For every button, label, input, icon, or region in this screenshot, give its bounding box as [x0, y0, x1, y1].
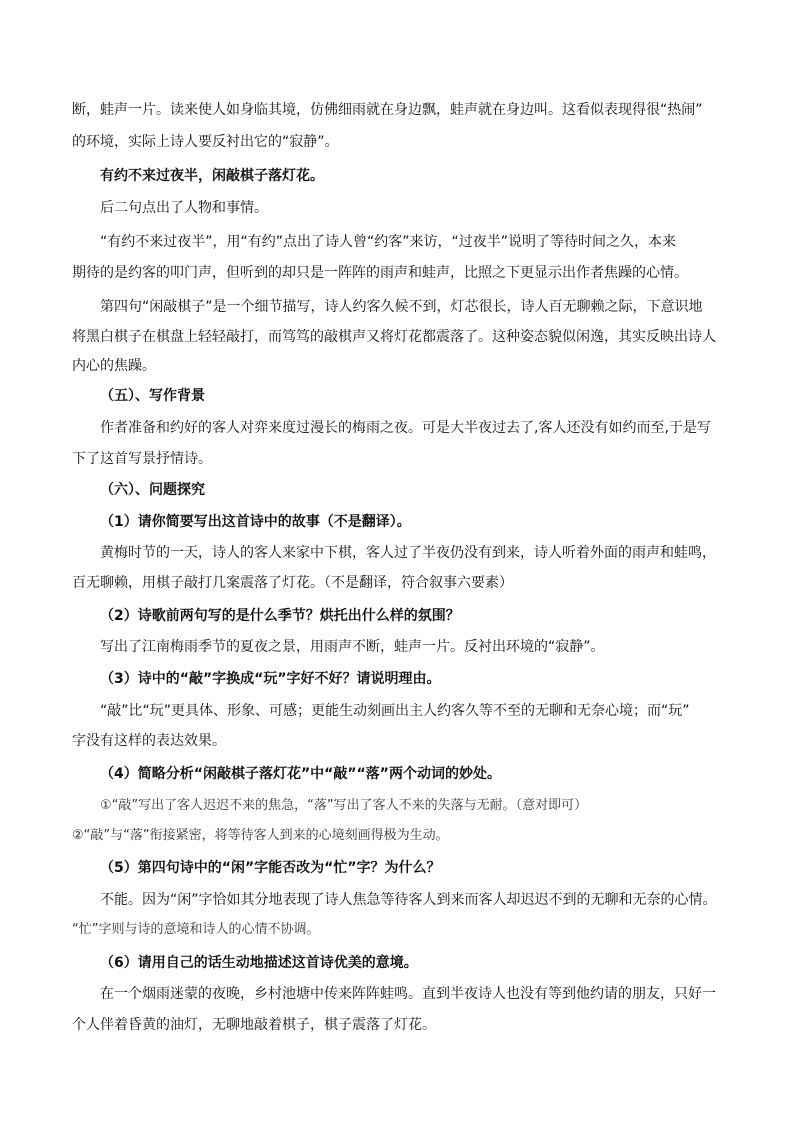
answer-line: 在一个烟雨迷蒙的夜晚，乡村池塘中传来阵阵蛙鸣。直到半夜诗人也没有等到他约请的朋友，只好一: [100, 986, 716, 1002]
answer-line: 字没有这样的表达效果。: [72, 733, 226, 749]
poem-line: 有约不来过夜半，闲敲棋子落灯花。: [100, 168, 324, 184]
question: （4）简略分析“闲敲棋子落灯花”中“敲”“落”两个动词的妙处。: [100, 766, 501, 782]
body-line: 断，蛙声一片。读来使人如身临其境，仿佛细雨就在身边飘，蛙声就在身边叫。这看似表现得很“热闹”: [72, 102, 703, 118]
answer-line: 个人伴着昏黄的油灯，无聊地敲着棋子，棋子震落了灯花。: [72, 1017, 436, 1033]
body-line: 第四句“闲敲棋子”是一个细节描写，诗人约客久候不到，灯芯很长，诗人百无聊赖之际，下意识地: [100, 299, 703, 315]
answer-line: 写出了江南梅雨季节的夏夜之景，用雨声不断，蛙声一片。反衬出环境的“寂静”。: [100, 639, 605, 655]
question: （5）第四句诗中的“闲”字能否改为“忙”字？为什么？: [100, 860, 441, 876]
body-line: 作者准备和约好的客人对弈来度过漫长的梅雨之夜。可是大半夜过去了,客人还没有如约而至,于是写: [100, 420, 711, 436]
body-line: 内心的焦躁。: [72, 358, 156, 374]
body-line: 期待的是约客的叩门声，但听到的却只是一阵阵的雨声和蛙声，比照之下更显示出作者焦躁的心情。: [72, 265, 688, 281]
question: （1）请你简要写出这首诗中的故事（不是翻译）。: [100, 514, 411, 530]
body-line: 的环境，实际上诗人要反衬出它的“寂静”。: [72, 134, 339, 150]
answer-line: 百无聊赖，用棋子敲打几案震落了灯花。（不是翻译，符合叙事六要素）: [72, 575, 513, 591]
question: （2）诗歌前两句写的是什么季节？烘托出什么样的氛围？: [100, 608, 460, 624]
answer-line: 黄梅时节的一天，诗人的客人来家中下棋，客人过了半夜仍没有到来，诗人听着外面的雨声和蛙鸣，: [100, 545, 716, 561]
answer-line: ①“敲”写出了客人迟迟不来的焦急，“落”写出了客人不来的失落与无耐。（意对即可）: [100, 798, 588, 813]
section-heading: （六）、问题探究: [100, 482, 205, 498]
answer-line: 不能。因为“闲”字恰如其分地表现了诗人焦急等待客人到来而客人却迟迟不到的无聊和无奈的心情。: [100, 892, 717, 908]
answer-line: “忙”字则与诗的意境和诗人的心情不协调。: [72, 922, 320, 937]
question: （6）请用自己的话生动地描述这首诗优美的意境。: [100, 955, 418, 971]
answer-line: “敲”比“玩”更具体、形象、可感；更能生动刻画出主人约客久等不至的无聊和无奈心境；而“玩”: [100, 703, 690, 719]
answer-line: ②“敲”与“落”衔接紧密，将等待客人到来的心境刻画得极为生动。: [72, 828, 449, 843]
body-line: 将黑白棋子在棋盘上轻轻敲打，而笃笃的敲棋声又将灯花都震落了。这种姿态貌似闲逸，其实反映出诗人: [72, 329, 716, 345]
body-line: “有约不来过夜半”，用“有约”点出了诗人曾“约客”来访，“过夜半”说明了等待时间之久，本来: [100, 234, 677, 250]
question: （3）诗中的“敲”字换成“玩”字好不好？请说明理由。: [100, 671, 441, 687]
section-heading: （五）、写作背景: [100, 388, 205, 404]
body-line: 后二句点出了人物和事情。: [100, 200, 268, 216]
body-line: 下了这首写景抒情诗。: [72, 451, 212, 467]
